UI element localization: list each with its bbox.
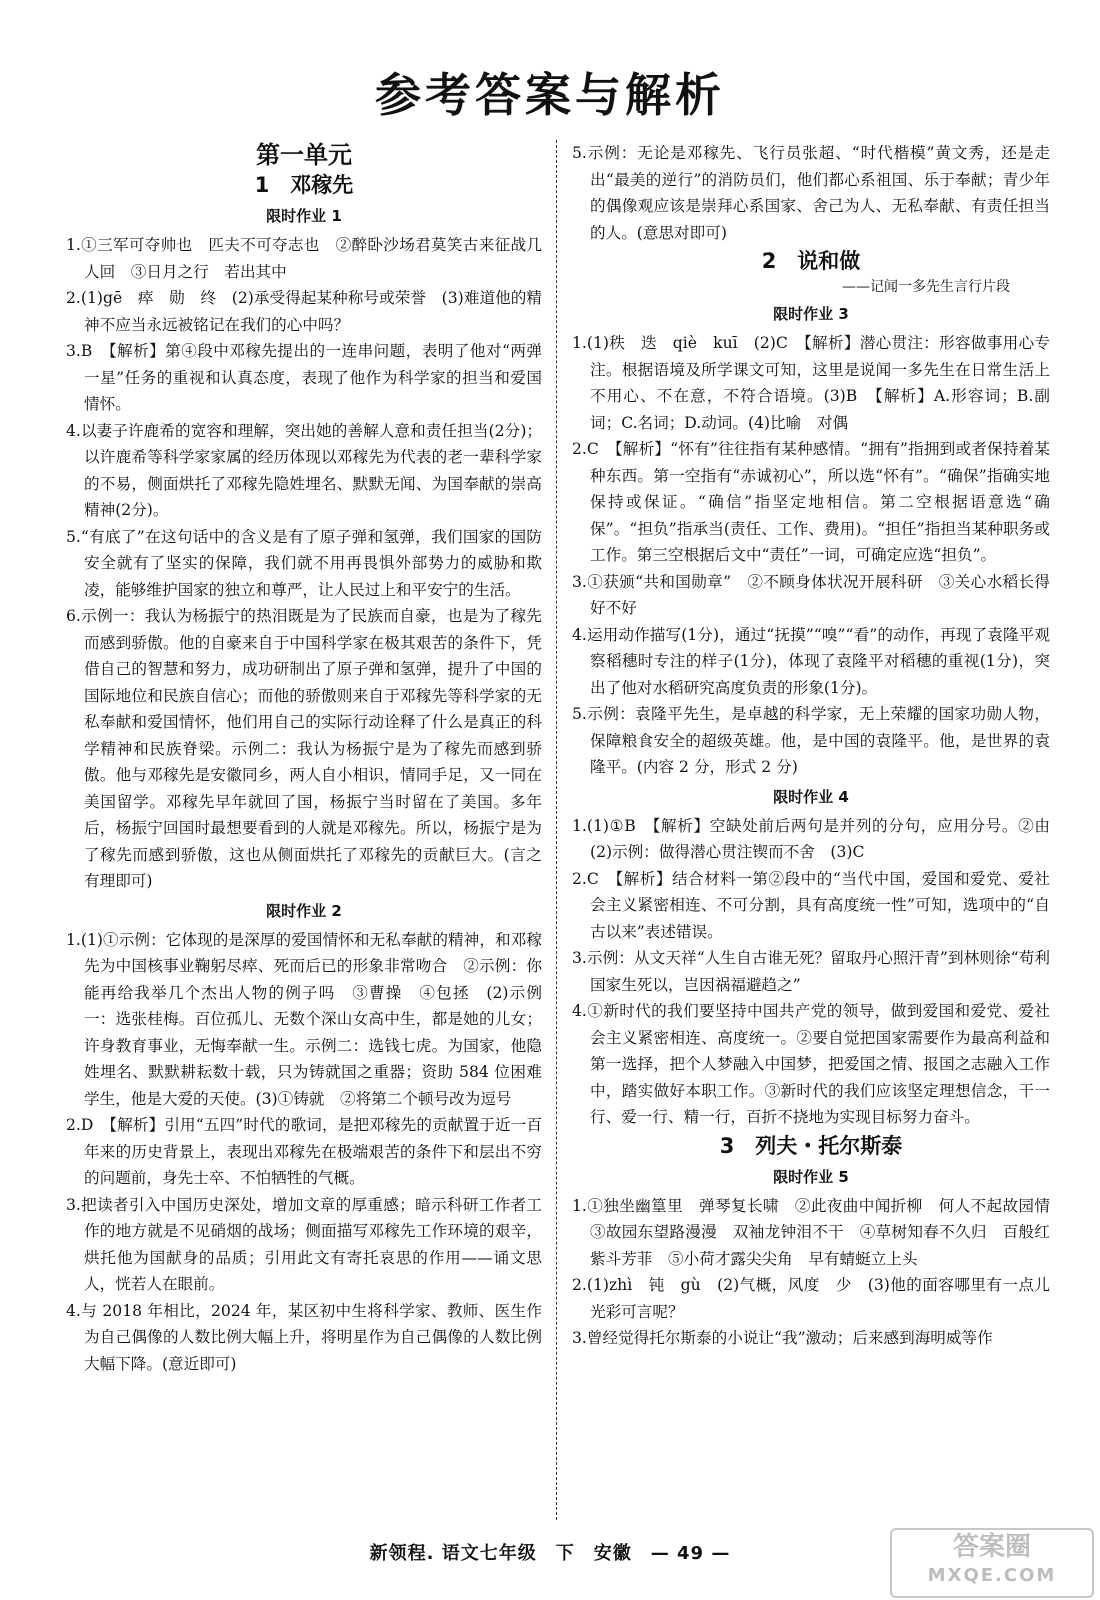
homework-1-answers [66, 232, 542, 895]
homework-2-answers [66, 927, 542, 1378]
answer-item: 3.曾经觉得托尔斯泰的小说让“我”激动；后来感到海明威等作 [572, 1329, 993, 1347]
homework-4-answers [572, 813, 1066, 1131]
answer-item: 3.①获颁“共和国勋章” ②不顾身体状况开展科研 ③关心水稻长得好不好 [572, 572, 1050, 617]
answer-item: 1.(1)秩 迭 qiè kuī (2)C 【解析】潜心贯注：形容做事用心专注。根据语境及所学课文可知，这里是说闻一多先生在日常生活上不用心、不在意，不符合语境。(3)B 【解析】A.形容词；B.副词；C.名词；D.动词。(4)比喻 对偶 [572, 334, 1050, 432]
answer-item: 3.把读者引入中国历史深处，增加文章的厚重感；暗示科研工作者工作的地方就是不见硝烟的战场；侧面描写邓稼先工作环境的艰辛，烘托他为国献身的品质；引用此文有寄托哀思的作用——诵文思人，恍若人在眼前。 [66, 1195, 542, 1293]
answer-item: 5.“有底了”在这句话中的含义是有了原子弹和氢弹，我们国家的国防安全就有了坚实的保障，我们就不用再畏惧外部势力的威胁和欺凌，能够维护国家的独立和尊严，让人民过上和平安宁的生活。 [66, 527, 542, 599]
answer-item: 2.D 【解析】引用“五四”时代的歌词，是把邓稼先的贡献置于近一百年来的历史背景上，表现出邓稼先在极端艰苦的条件下和层出不穷的问题前，身先士卒、不怕牺牲的气概。 [66, 1116, 542, 1187]
right-column [572, 140, 1066, 1520]
homework-2-answers-continued [572, 140, 1050, 246]
lesson-title-3: 3 列夫・托尔斯泰 [719, 1133, 903, 1158]
answer-item: 4.以妻子许鹿希的宽容和理解，突出她的善解人意和责任担当(2分)；以许鹿希等科学家家属的经历体现以邓稼先为代表的老一辈科学家的不易，侧面烘托了邓稼先隐姓埋名、默默无闻、为国奉献的崇高精神(2分)。 [66, 421, 542, 519]
answer-item: 3.示例：从文天祥“人生自古谁无死？留取丹心照汗青”到林则徐“苟利国家生死以，岂因祸福避趋之” [572, 949, 1050, 994]
lesson-subtitle-2: ——记闻一多先生言行片段 [842, 279, 1010, 295]
answer-item: 4.运用动作描写(1分)，通过“抚摸”“嗅”“看”的动作，再现了袁隆平观察稻穗时专注的样子(1分)，体现了袁隆平对稻穗的重视(1分)，突出了他对水稻研究高度负责的形象(1分)。 [572, 625, 1050, 697]
answer-item: 4.①新时代的我们要坚持中国共产党的领导，做到爱国和爱党、爱社会主义紧密相连、高度统一。②要自觉把国家需要作为最高利益和第一选择，把个人梦融入中国梦，把爱国之情、报国之志融入工作中，踏实做好本职工作。③新时代的我们应该坚定理想信念，干一行、爱一行、精一行，百折不挠地为实现目标努力奋斗。 [572, 1002, 1050, 1126]
watermark-text: 答案圈 [952, 1532, 1031, 1562]
left-column [66, 140, 542, 1520]
answer-item: 5.示例：无论是邓稼先、飞行员张超、“时代楷模”黄文秀，还是走出“最美的逆行”的消防员们，他们都心系祖国、乐于奉献；青少年的偶像观应该是崇拜心系国家、舍己为人、无私奉献、有责任担当的人。(意思对即可) [572, 144, 1050, 242]
homework-title-1: 限时作业 1 [266, 207, 342, 225]
answer-item: 5.示例：袁隆平先生，是卓越的科学家，无上荣耀的国家功勋人物，保障粮食安全的超级英雄。他，是中国的袁隆平。他，是世界的袁隆平。(内容 2 分，形式 2 分) [572, 705, 1050, 776]
answer-item: 2.(1)gē 瘁 勋 终 (2)承受得起某种称号或荣誉 (3)难道他的精神不应当永远被铭记在我们的心中吗？ [66, 289, 542, 334]
lesson-title-2: 2 说和做 [761, 249, 861, 273]
column-divider [556, 140, 557, 1520]
answer-item: 2.(1)zhì 钝 gù (2)气概，风度 少 (3)他的面容哪里有一点儿光彩可言呢？ [572, 1276, 1050, 1321]
unit-title: 第一单元 [256, 141, 352, 169]
page-title: 参考答案与解析 [375, 68, 725, 122]
answer-item: 1.①三军可夺帅也 匹夫不可夺志也 ②醉卧沙场君莫笑古来征战几人回 ③日月之行 若出其中 [66, 236, 542, 281]
homework-title-4: 限时作业 4 [773, 787, 849, 806]
answer-item: 1.(1)①示例：它体现的是深厚的爱国情怀和无私奉献的精神，和邓稼先为中国核事业鞠躬尽瘁、死而后已的形象非常吻合 ②示例：你能再给我举几个杰出人物的例子吗 ③曹操 ④包拯 (2)示例一：选张桂梅。百位孤儿、无数个深山女高中生，都是她的儿女；许身教育事业，无悔奉献一生。示例二：选钱七虎。为国家，他隐姓埋名、默默耕耘数十载，只为铸就国之重器；资助 584 位困难学生，他是大爱的天使。(3)①铸就 ②将第二个顿号改为逗号 [66, 930, 542, 1108]
homework-3-answers [572, 330, 1050, 781]
answer-item: 6.示例一：我认为杨振宁的热泪既是为了民族而自豪，也是为了稼先而感到骄傲。他的自豪来自于中国科学家在极其艰苦的条件下，凭借自己的智慧和努力，成功研制出了原子弹和氢弹，提升了中国的国际地位和民族自信心；而他的骄傲则来自于邓稼先等科学家的无私奉献和爱国情怀，他们用自己的实际行动诠释了什么是真正的科学精神和民族脊梁。示例二：我认为杨振宁是为了稼先而感到骄傲。他与邓稼先是安徽同乡，两人自小相识，情同手足，又一同在美国留学。邓稼先早年就回了国，杨振宁当时留在了美国。多年后，杨振宁回国时最想要看到的人就是邓稼先。所以，杨振宁是为了稼先而感到骄傲，这也从侧面烘托了邓稼先的贡献巨大。(言之有理即可) [66, 607, 542, 890]
watermark-url: MXQE.COM [927, 1565, 1057, 1586]
answer-item: 2.C 【解析】结合材料一第②段中的“当代中国，爱国和爱党、爱社会主义紧密相连、不可分割，具有高度统一性”可知，选项中的“自古以来”表述错误。 [572, 869, 1050, 941]
homework-title-3: 限时作业 3 [773, 305, 849, 323]
homework-title-2: 限时作业 2 [266, 901, 342, 920]
answer-item: 4.与 2018 年相比，2024 年，某区初中生将科学家、教师、医生作为自己偶像的人数比例大幅上升，将明星作为自己偶像的人数比例大幅下降。(意近即可) [66, 1301, 542, 1373]
answer-item: 2.C 【解析】“怀有”往往指有某种感情。“拥有”指拥到或者保持着某种东西。第一空指有“赤诚初心”，所以选“怀有”。“确保”指确实地保持或保证。“确信”指坚定地相信。第二空根据语意选“确保”。“担负”指承当(责任、工作、费用)。“担任”指担当某种职务或工作。第三空根据后文中“责任”一词，可确定应选“担负”。 [572, 440, 1050, 564]
homework-title-5: 限时作业 5 [773, 1167, 849, 1186]
answer-item: 1.①独坐幽篁里 弹琴复长啸 ②此夜曲中闻折柳 何人不起故园情 ③故园东望路漫漫 双袖龙钟泪不干 ④草树知春不久归 百般红紫斗芳菲 ⑤小荷才露尖尖角 早有蜻蜓立上头 [572, 1196, 1066, 1268]
answer-item: 1.(1)①B 【解析】空缺处前后两句是并列的分句，应用分号。②由 (2)示例：做得潜心贯注锲而不舍 (3)C [572, 816, 1066, 861]
watermark-logo [890, 1528, 1094, 1598]
homework-5-answers [572, 1193, 1066, 1352]
lesson-title-1: 1 邓稼先 [254, 173, 354, 197]
page-footer: 新领程. 语文七年级 下 安徽 — 49 — [369, 1543, 731, 1564]
answer-item: 3.B 【解析】第④段中邓稼先提出的一连串问题，表明了他对“两弹一星”任务的重视和认真态度，表现了他作为科学家的担当和爱国情怀。 [66, 342, 542, 413]
